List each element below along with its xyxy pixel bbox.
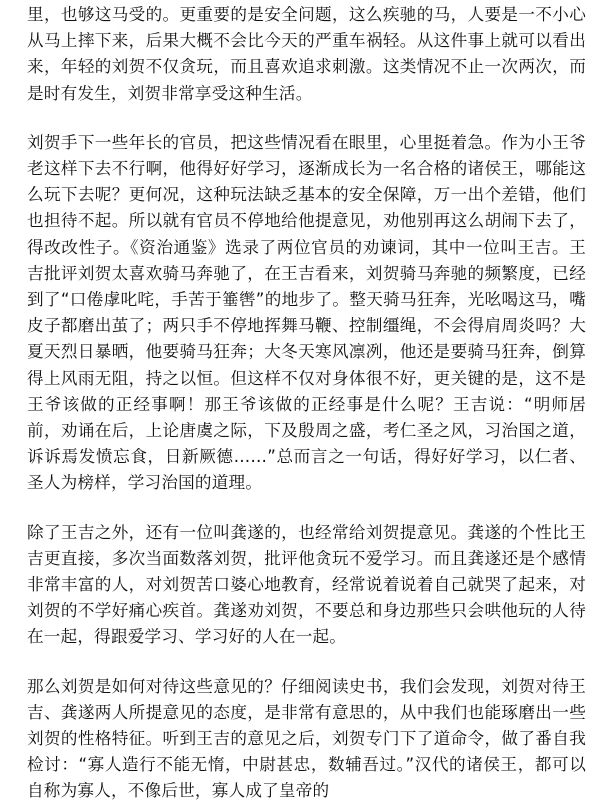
paragraph-1: 里，也够这马受的。更重要的是安全问题，这么疾驰的马，人要是一不小心从马上摔下来，后果大概不会比今天的严重车祸轻。从这件事上就可以看出来，年轻的刘贺不仅贪玩，而且喜欢追求刺激。这类情况不止一次两次，而是时有发生，刘贺非常享受这种生活。 bbox=[27, 5, 586, 103]
paragraph-4: 那么刘贺是如何对待这些意见的？仔细阅读史书，我们会发现，刘贺对待王吉、龚遂两人所提意见的态度，是非常有意思的，从中我们也能琢磨出一些刘贺的性格特征。听到王吉的意见之后，刘贺专门下了道命令，做了番自我检讨：“寡人造行不能无惰，中尉甚忠，数辅吾过。”汉代的诸侯王，都可以自称为寡人，不像后世，寡人成了皇帝的 bbox=[27, 676, 586, 800]
paragraph-2: 刘贺手下一些年长的官员，把这些情况看在眼里，心里挺着急。作为小王爷老这样下去不行啊，他得好好学习，逐渐成长为一名合格的诸侯王，哪能这么玩下去呢？更何况，这种玩法缺乏基本的安全保障，万一出个差错，他们也担待不起。所以就有官员不停地给他提意见，劝他别再这么胡闹下去了，得改改性子。《资治通鉴》选录了两位官员的劝谏词，其中一位叫王吉。王吉批评刘贺太喜欢骑马奔驰了，在王吉看来，刘贺骑马奔驰的频繁度，已经到了“口倦虖叱咤，手苦于箠辔”的地步了。整天骑马狂奔，光吆喝这马，嘴皮子都磨出茧了；两只手不停地挥舞马鞭、控制缰绳，不会得肩周炎吗？大夏天烈日暴晒，他要骑马狂奔；大冬天寒风凛冽，他还是要骑马狂奔，倒算得上风雨无阻，持之以恒。但这样不仅对身体很不好，更关键的是，这不是王爷该做的正经事啊！那王爷该做的正经事是什么呢？王吉说：“明师居前，劝诵在后，上论唐虞之际，下及殷周之盛，考仁圣之风，习治国之道，诉诉焉发愤忘食，日新厥德……”总而言之一句话，得好好学习，以仁者、圣人为榜样，学习治国的道理。 bbox=[27, 132, 586, 493]
paragraph-3: 除了王吉之外，还有一位叫龚遂的，也经常给刘贺提意见。龚遂的个性比王吉更直接，多次当面数落刘贺，批评他贪玩不爱学习。而且龚遂还是个感情非常丰富的人，对刘贺苦口婆心地教育，经常说着说着自己就哭了起来，对刘贺的不学好痛心疾首。龚遂劝刘贺，不要总和身边那些只会哄他玩的人待在一起，得跟爱学习、学习好的人在一起。 bbox=[27, 522, 586, 647]
